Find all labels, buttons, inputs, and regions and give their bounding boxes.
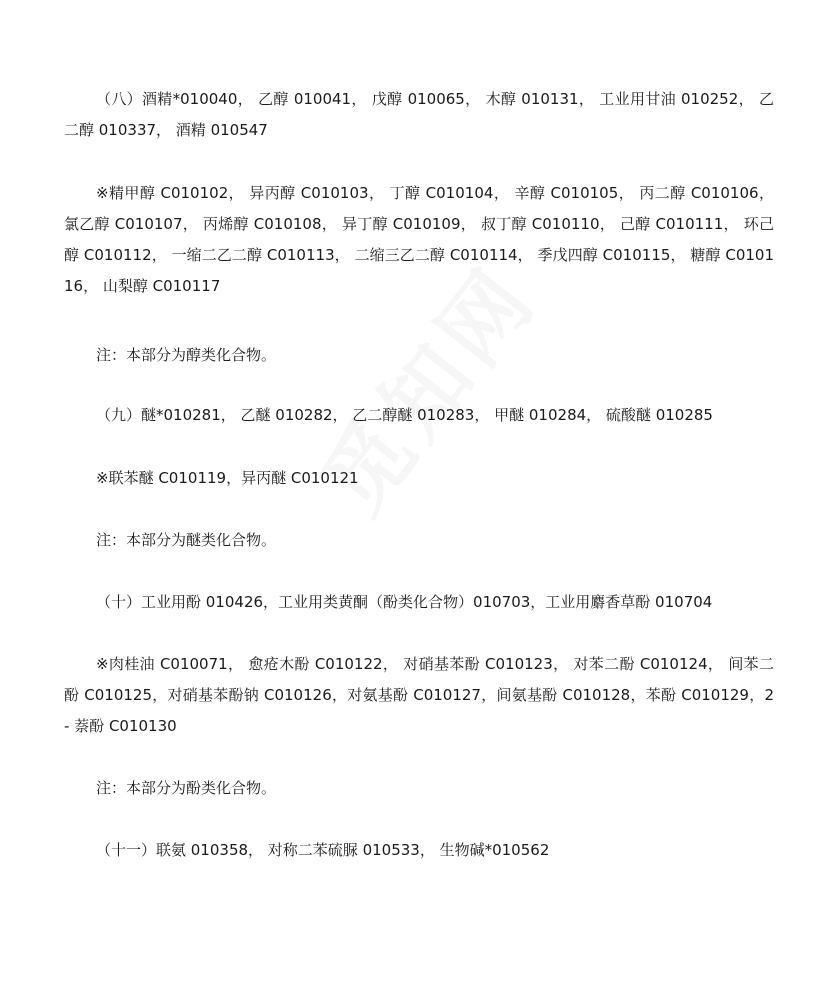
section-9-extra-ethers: ※联苯醚 C010119，异丙醚 C010121 [96, 469, 359, 487]
section-9-note: 注：本部分为醚类化合物。 [96, 531, 277, 549]
section-11-items: （十一）联氨 010358， 对称二苯硫脲 010533， 生物碱*010562 [96, 841, 550, 859]
section-8-note: 注：本部分为醇类化合物。 [96, 346, 277, 364]
section-9-ethers: （九）醚*010281， 乙醚 010282， 乙二醇醚 010283， 甲醚 010284， 硫酸醚 010285 [96, 406, 713, 424]
section-10-note: 注：本部分为酚类化合物。 [96, 779, 277, 797]
section-8-alcohols: （八）酒精*010040， 乙醇 010041， 戊醇 010065， 木醇 010131， 工业用甘油 010252， 乙二醇 010337， 酒精 010547 [64, 90, 774, 139]
section-10-phenols: （十）工业用酚 010426，工业用类黄酮（酚类化合物）010703，工业用麝香草酚 010704 [96, 593, 713, 611]
section-10-extra-phenols: ※肉桂油 C010071， 愈疮木酚 C010122， 对硝基苯酚 C010123， 对苯二酚 C010124， 间苯二酚 C010125，对硝基苯酚钠 C010126，对氨基酚 C010127，间氨基酚 C010128，苯酚 C010129，2 - 萘酚 C010130 [64, 655, 774, 735]
section-8-extra-alcohols: ※精甲醇 C010102， 异丙醇 C010103， 丁醇 C010104， 辛醇 C010105， 丙二醇 C010106， 氯乙醇 C010107， 丙烯醇 C010108， 异丁醇 C010109， 叔丁醇 C010110， 己醇 C010111， 环己醇 C010112， 一缩二乙二醇 C010113， 二缩三乙二醇 C010114， 季戊四醇 C010115， 糖醇 C010116， 山梨醇 C010117 [64, 184, 775, 295]
